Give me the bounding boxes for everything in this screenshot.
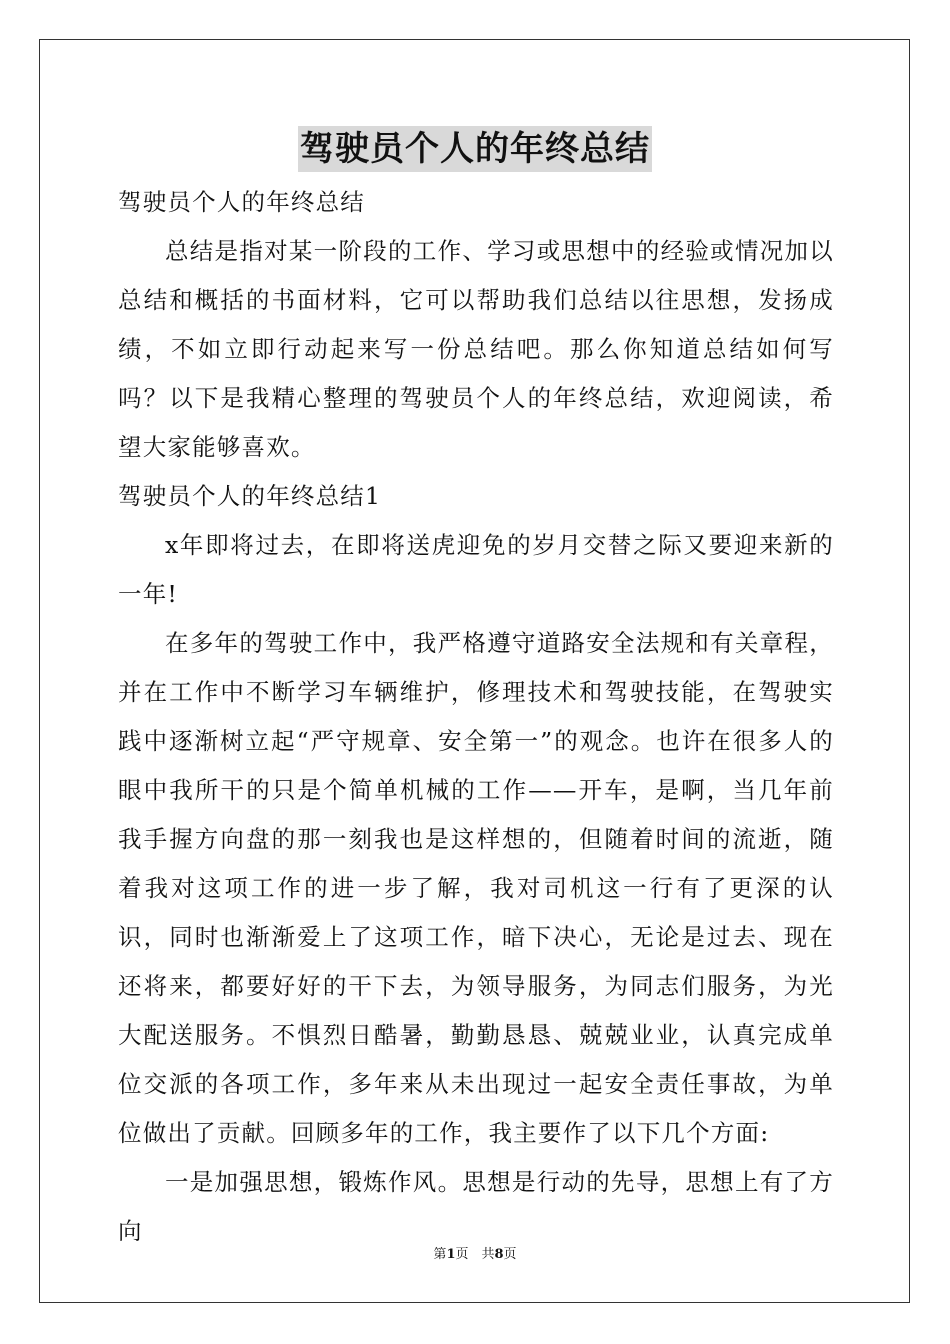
body-paragraph: 一是加强思想，锻炼作风。思想是行动的先导，思想上有了方向: [118, 1168, 834, 1245]
title-wrapper: [0, 126, 950, 172]
document-body: [118, 178, 834, 1256]
section-heading: 驾驶员个人的年终总结: [118, 188, 365, 216]
total-page-number: 8: [494, 1247, 504, 1262]
page-prefix: 第: [433, 1247, 447, 1262]
page-suffix: 页: [503, 1247, 517, 1262]
body-paragraph: 总结是指对某一阶段的工作、学习或思想中的经验或情况加以总结和概括的书面材料，它可以帮助我们总结以往思想，发扬成绩，不如立即行动起来写一份总结吧。那么你知道总结如何写吗？以下是我精心整理的驾驶员个人的年终总结，欢迎阅读，希望大家能够喜欢。: [118, 237, 834, 461]
page-middle-text: 页 共: [455, 1247, 495, 1262]
current-page-number: 1: [446, 1247, 456, 1262]
body-paragraph: x年即将过去，在即将送虎迎免的岁月交替之际又要迎来新的一年!: [118, 531, 834, 608]
body-paragraph: 在多年的驾驶工作中，我严格遵守道路安全法规和有关章程，并在工作中不断学习车辆维护，修理技术和驾驶技能，在驾驶实践中逐渐树立起“严守规章、安全第一”的观念。也许在很多人的眼中我所干的只是个简单机械的工作——开车，是啊，当几年前我手握方向盘的那一刻我也是这样想的，但随着时间的流逝，随着我对这项工作的进一步了解，我对司机这一行有了更深的认识，同时也渐渐爱上了这项工作，暗下决心，无论是过去、现在还将来，都要好好的干下去，为领导服务，为同志们服务，为光大配送服务。不惧烈日酷暑，勤勤恳恳、兢兢业业，认真完成单位交派的各项工作，多年来从未出现过一起安全责任事故，为单位做出了贡献。回顾多年的工作，我主要作了以下几个方面:: [118, 629, 834, 1147]
document-title: 驾驶员个人的年终总结: [298, 126, 652, 172]
section-heading: 驾驶员个人的年终总结1: [118, 482, 382, 510]
page-footer: [0, 1246, 950, 1264]
